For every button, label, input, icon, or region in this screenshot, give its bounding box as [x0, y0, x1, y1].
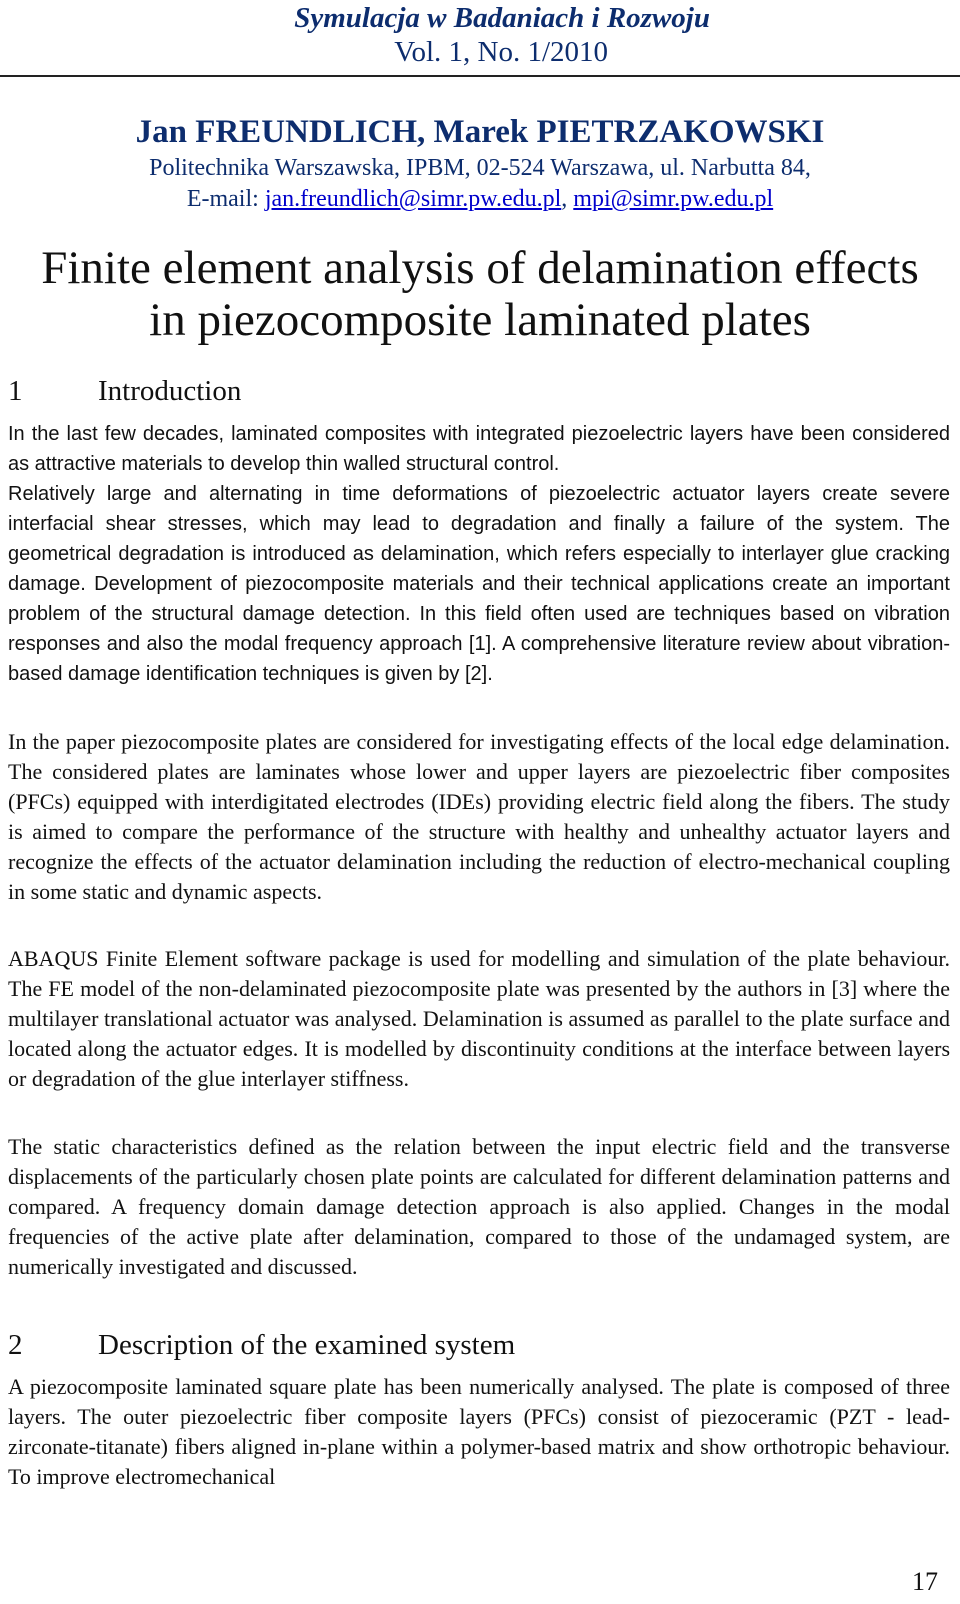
email-prefix: E-mail:: [186, 186, 265, 212]
journal-issue: Vol. 1, No. 1/2010: [394, 36, 608, 68]
email-link-freundlich[interactable]: jan.freundlich@simr.pw.edu.pl: [264, 186, 562, 212]
paragraph: In the paper piezocomposite plates are considered for investigating effects of the local edge delamination. The considered plates are laminates whose lower and upper layers are piezoelectric fiber composites (PFCs) equipped with interdigitated electrodes (IDEs) providing electric field along the fibers. The study is aimed to compare the performance of the structure with healthy and unhealthy actuator layers and recognize the effects of the actuator delamination including the reduction of electro-mechanical coupling in some static and dynamic aspects.: [8, 729, 950, 904]
section-title: Introduction: [98, 375, 242, 407]
section-heading-system-description: [8, 1328, 515, 1362]
section-number: 1: [8, 375, 23, 407]
email-link-pietrzakowski[interactable]: mpi@simr.pw.edu.pl: [573, 186, 774, 212]
paragraph: In the last few decades, laminated composites with integrated piezoelectric layers have been considered as attractive materials to develop thin walled structural control.: [8, 423, 950, 475]
email-line: [0, 184, 960, 214]
journal-title: Symulacja w Badaniach i Rozwoju: [294, 2, 710, 34]
email-separator: ,: [561, 186, 574, 212]
section-heading-introduction: [8, 374, 241, 408]
section-number: 2: [8, 1329, 23, 1361]
header-divider: [0, 75, 960, 77]
paragraph: A piezocomposite laminated square plate has been numerically analysed. The plate is composed of three layers. The outer piezoelectric fiber composite layers (PFCs) consist of piezoceramic (PZT - lead-zirconate-titanate) fibers aligned in-plane within a polymer-based matrix and show orthotropic behaviour. To improve electromechanical: [8, 1374, 950, 1489]
paper-title-line-1: Finite element analysis of delamination effects: [41, 242, 919, 294]
paragraph: The static characteristics defined as the relation between the input electric field and the transverse displacements of the particularly chosen plate points are calculated for different delamination patterns and compared. A frequency domain damage detection approach is also applied. Changes in the modal frequencies of the active plate after delamination, compared to those of the undamaged system, are numerically investigated and discussed.: [8, 1134, 950, 1279]
authors: Jan FREUNDLICH, Marek PIETRZAKOWSKI: [135, 114, 825, 150]
paragraph: Relatively large and alternating in time deformations of piezoelectric actuator layers create severe interfacial shear stresses, which may lead to degradation and finally a failure of the system. The geometrical degradation is introduced as delamination, which refers especially to interlayer glue cracking damage. Development of piezocomposite materials and their technical applications create an important problem of the structural damage detection. In this field often used are techniques based on vibration responses and also the modal frequency approach [1]. A comprehensive literature review about vibration-based damage identification techniques is given by [2].: [8, 483, 950, 685]
paper-title-line-2: in piezocomposite laminated plates: [149, 294, 811, 346]
section-title: Description of the examined system: [98, 1329, 516, 1361]
paper-title: [0, 242, 960, 346]
affiliation: Politechnika Warszawska, IPBM, 02-524 Warszawa, ul. Narbutta 84,: [149, 155, 811, 181]
paragraph: ABAQUS Finite Element software package is used for modelling and simulation of the plate behaviour. The FE model of the non-delaminated piezocomposite plate was presented by the authors in [3] where the multilayer translational actuator was analysed. Delamination is assumed as parallel to the plate surface and located along the actuator edges. It is modelled by discontinuity conditions at the interface between layers or degradation of the glue interlayer stiffness.: [8, 946, 950, 1091]
page-number: 17: [912, 1567, 938, 1596]
